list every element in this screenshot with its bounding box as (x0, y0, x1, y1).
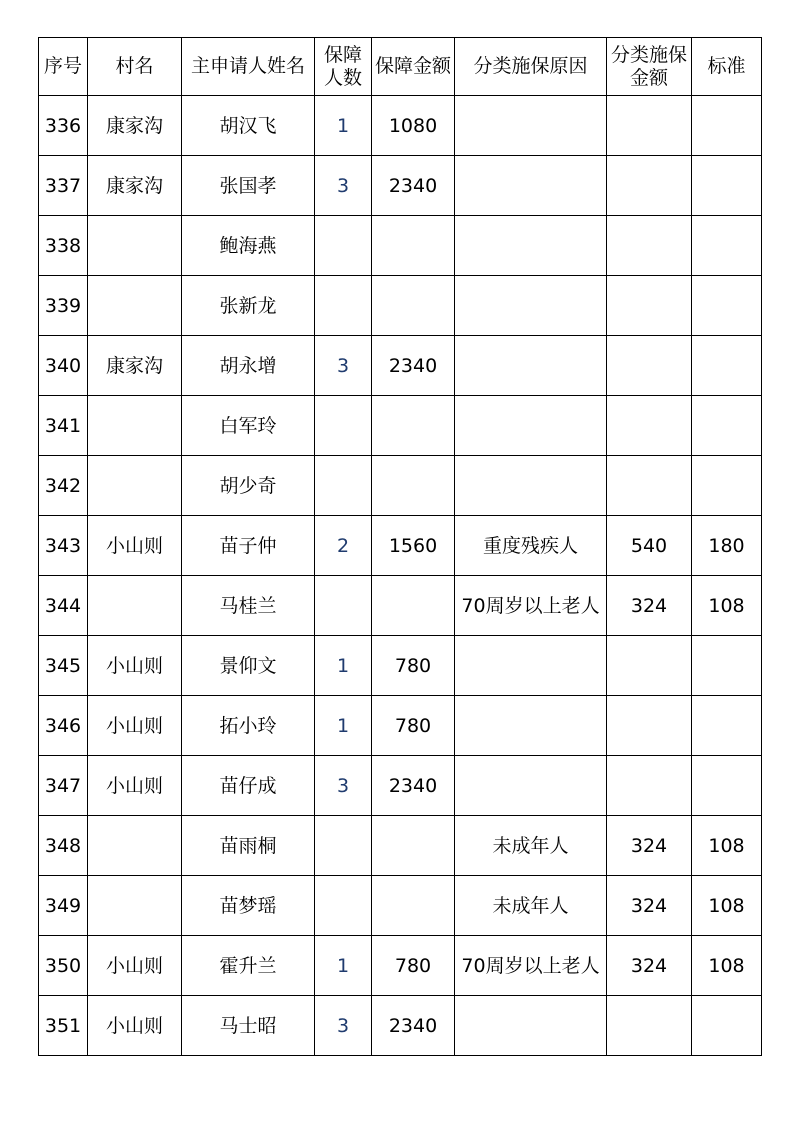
cell-amount (372, 396, 455, 456)
cell-class-amount (607, 96, 692, 156)
cell-persons: 1 (315, 96, 372, 156)
cell-standard: 180 (692, 516, 762, 576)
cell-seq: 350 (39, 936, 88, 996)
cell-class-amount: 324 (607, 936, 692, 996)
table-row (39, 456, 762, 516)
header-class-amount: 分类施保金额 (607, 38, 692, 96)
cell-village (88, 576, 182, 636)
cell-amount (372, 816, 455, 876)
cell-standard (692, 336, 762, 396)
table-row (39, 156, 762, 216)
cell-village: 小山则 (88, 996, 182, 1056)
cell-reason (455, 336, 607, 396)
table-row (39, 936, 762, 996)
cell-seq: 344 (39, 576, 88, 636)
cell-reason: 70周岁以上老人 (455, 936, 607, 996)
cell-amount: 2340 (372, 756, 455, 816)
table-row (39, 96, 762, 156)
cell-class-amount (607, 276, 692, 336)
cell-standard (692, 456, 762, 516)
header-amount: 保障金额 (372, 38, 455, 96)
cell-class-amount: 324 (607, 876, 692, 936)
cell-standard (692, 636, 762, 696)
table-row (39, 876, 762, 936)
cell-applicant: 拓小玲 (182, 696, 315, 756)
cell-seq: 346 (39, 696, 88, 756)
cell-village (88, 876, 182, 936)
cell-seq: 339 (39, 276, 88, 336)
cell-village: 小山则 (88, 636, 182, 696)
cell-amount: 2340 (372, 336, 455, 396)
cell-village (88, 276, 182, 336)
cell-amount (372, 456, 455, 516)
header-standard: 标准 (692, 38, 762, 96)
cell-amount: 2340 (372, 996, 455, 1056)
cell-reason: 未成年人 (455, 816, 607, 876)
cell-applicant: 马桂兰 (182, 576, 315, 636)
cell-seq: 340 (39, 336, 88, 396)
table-row (39, 336, 762, 396)
table-row (39, 216, 762, 276)
cell-village: 小山则 (88, 516, 182, 576)
cell-class-amount (607, 996, 692, 1056)
cell-applicant: 张新龙 (182, 276, 315, 336)
cell-reason: 70周岁以上老人 (455, 576, 607, 636)
cell-seq: 347 (39, 756, 88, 816)
cell-applicant: 鲍海燕 (182, 216, 315, 276)
cell-persons (315, 216, 372, 276)
cell-class-amount (607, 636, 692, 696)
header-seq: 序号 (39, 38, 88, 96)
cell-village (88, 816, 182, 876)
cell-amount: 1080 (372, 96, 455, 156)
cell-village: 小山则 (88, 936, 182, 996)
cell-village (88, 396, 182, 456)
cell-seq: 349 (39, 876, 88, 936)
cell-persons: 3 (315, 756, 372, 816)
cell-village: 康家沟 (88, 336, 182, 396)
cell-reason: 未成年人 (455, 876, 607, 936)
cell-class-amount (607, 456, 692, 516)
cell-persons (315, 816, 372, 876)
cell-amount: 1560 (372, 516, 455, 576)
cell-standard: 108 (692, 816, 762, 876)
header-reason: 分类施保原因 (455, 38, 607, 96)
cell-village: 小山则 (88, 696, 182, 756)
cell-amount (372, 576, 455, 636)
cell-standard: 108 (692, 876, 762, 936)
cell-class-amount (607, 396, 692, 456)
cell-village: 康家沟 (88, 156, 182, 216)
cell-standard (692, 216, 762, 276)
cell-persons (315, 576, 372, 636)
cell-village: 康家沟 (88, 96, 182, 156)
cell-class-amount (607, 156, 692, 216)
cell-applicant: 苗雨桐 (182, 816, 315, 876)
cell-seq: 338 (39, 216, 88, 276)
cell-reason (455, 396, 607, 456)
header-village: 村名 (88, 38, 182, 96)
cell-reason (455, 696, 607, 756)
table-row (39, 396, 762, 456)
cell-standard (692, 156, 762, 216)
cell-persons: 2 (315, 516, 372, 576)
table-row (39, 576, 762, 636)
cell-class-amount (607, 336, 692, 396)
table-row (39, 816, 762, 876)
cell-standard (692, 396, 762, 456)
cell-persons: 1 (315, 936, 372, 996)
cell-class-amount: 324 (607, 816, 692, 876)
cell-applicant: 霍升兰 (182, 936, 315, 996)
cell-persons (315, 276, 372, 336)
cell-standard (692, 96, 762, 156)
cell-persons (315, 876, 372, 936)
header-row (39, 38, 762, 96)
table-body (39, 96, 762, 1056)
cell-standard (692, 696, 762, 756)
cell-applicant: 张国孝 (182, 156, 315, 216)
cell-reason (455, 636, 607, 696)
cell-standard (692, 996, 762, 1056)
cell-persons: 1 (315, 696, 372, 756)
cell-applicant: 胡汉飞 (182, 96, 315, 156)
table-row (39, 696, 762, 756)
cell-applicant: 苗仔成 (182, 756, 315, 816)
cell-village (88, 456, 182, 516)
cell-class-amount: 540 (607, 516, 692, 576)
table-row (39, 996, 762, 1056)
cell-amount (372, 876, 455, 936)
header-applicant: 主申请人姓名 (182, 38, 315, 96)
cell-standard: 108 (692, 936, 762, 996)
cell-seq: 336 (39, 96, 88, 156)
cell-persons (315, 456, 372, 516)
cell-applicant: 苗梦瑶 (182, 876, 315, 936)
cell-persons: 1 (315, 636, 372, 696)
cell-reason (455, 456, 607, 516)
cell-seq: 343 (39, 516, 88, 576)
cell-applicant: 白军玲 (182, 396, 315, 456)
cell-seq: 341 (39, 396, 88, 456)
cell-amount: 2340 (372, 156, 455, 216)
cell-reason (455, 996, 607, 1056)
cell-persons: 3 (315, 996, 372, 1056)
cell-applicant: 苗子仲 (182, 516, 315, 576)
cell-persons: 3 (315, 336, 372, 396)
cell-standard (692, 756, 762, 816)
cell-persons: 3 (315, 156, 372, 216)
cell-applicant: 马士昭 (182, 996, 315, 1056)
cell-applicant: 胡少奇 (182, 456, 315, 516)
cell-reason (455, 216, 607, 276)
cell-standard: 108 (692, 576, 762, 636)
cell-class-amount (607, 756, 692, 816)
cell-seq: 348 (39, 816, 88, 876)
cell-village: 小山则 (88, 756, 182, 816)
cell-reason (455, 96, 607, 156)
table-row (39, 636, 762, 696)
cell-standard (692, 276, 762, 336)
cell-seq: 337 (39, 156, 88, 216)
cell-applicant: 景仰文 (182, 636, 315, 696)
cell-reason (455, 276, 607, 336)
cell-amount: 780 (372, 936, 455, 996)
cell-applicant: 胡永增 (182, 336, 315, 396)
cell-amount: 780 (372, 636, 455, 696)
table-row (39, 516, 762, 576)
header-persons: 保障人数 (315, 38, 372, 96)
assistance-table (38, 37, 762, 1056)
cell-amount: 780 (372, 696, 455, 756)
cell-reason (455, 156, 607, 216)
cell-reason: 重度残疾人 (455, 516, 607, 576)
cell-seq: 351 (39, 996, 88, 1056)
cell-reason (455, 756, 607, 816)
cell-amount (372, 216, 455, 276)
cell-class-amount (607, 696, 692, 756)
cell-class-amount: 324 (607, 576, 692, 636)
cell-seq: 342 (39, 456, 88, 516)
table-row (39, 756, 762, 816)
cell-village (88, 216, 182, 276)
cell-class-amount (607, 216, 692, 276)
cell-persons (315, 396, 372, 456)
cell-seq: 345 (39, 636, 88, 696)
cell-amount (372, 276, 455, 336)
table-row (39, 276, 762, 336)
